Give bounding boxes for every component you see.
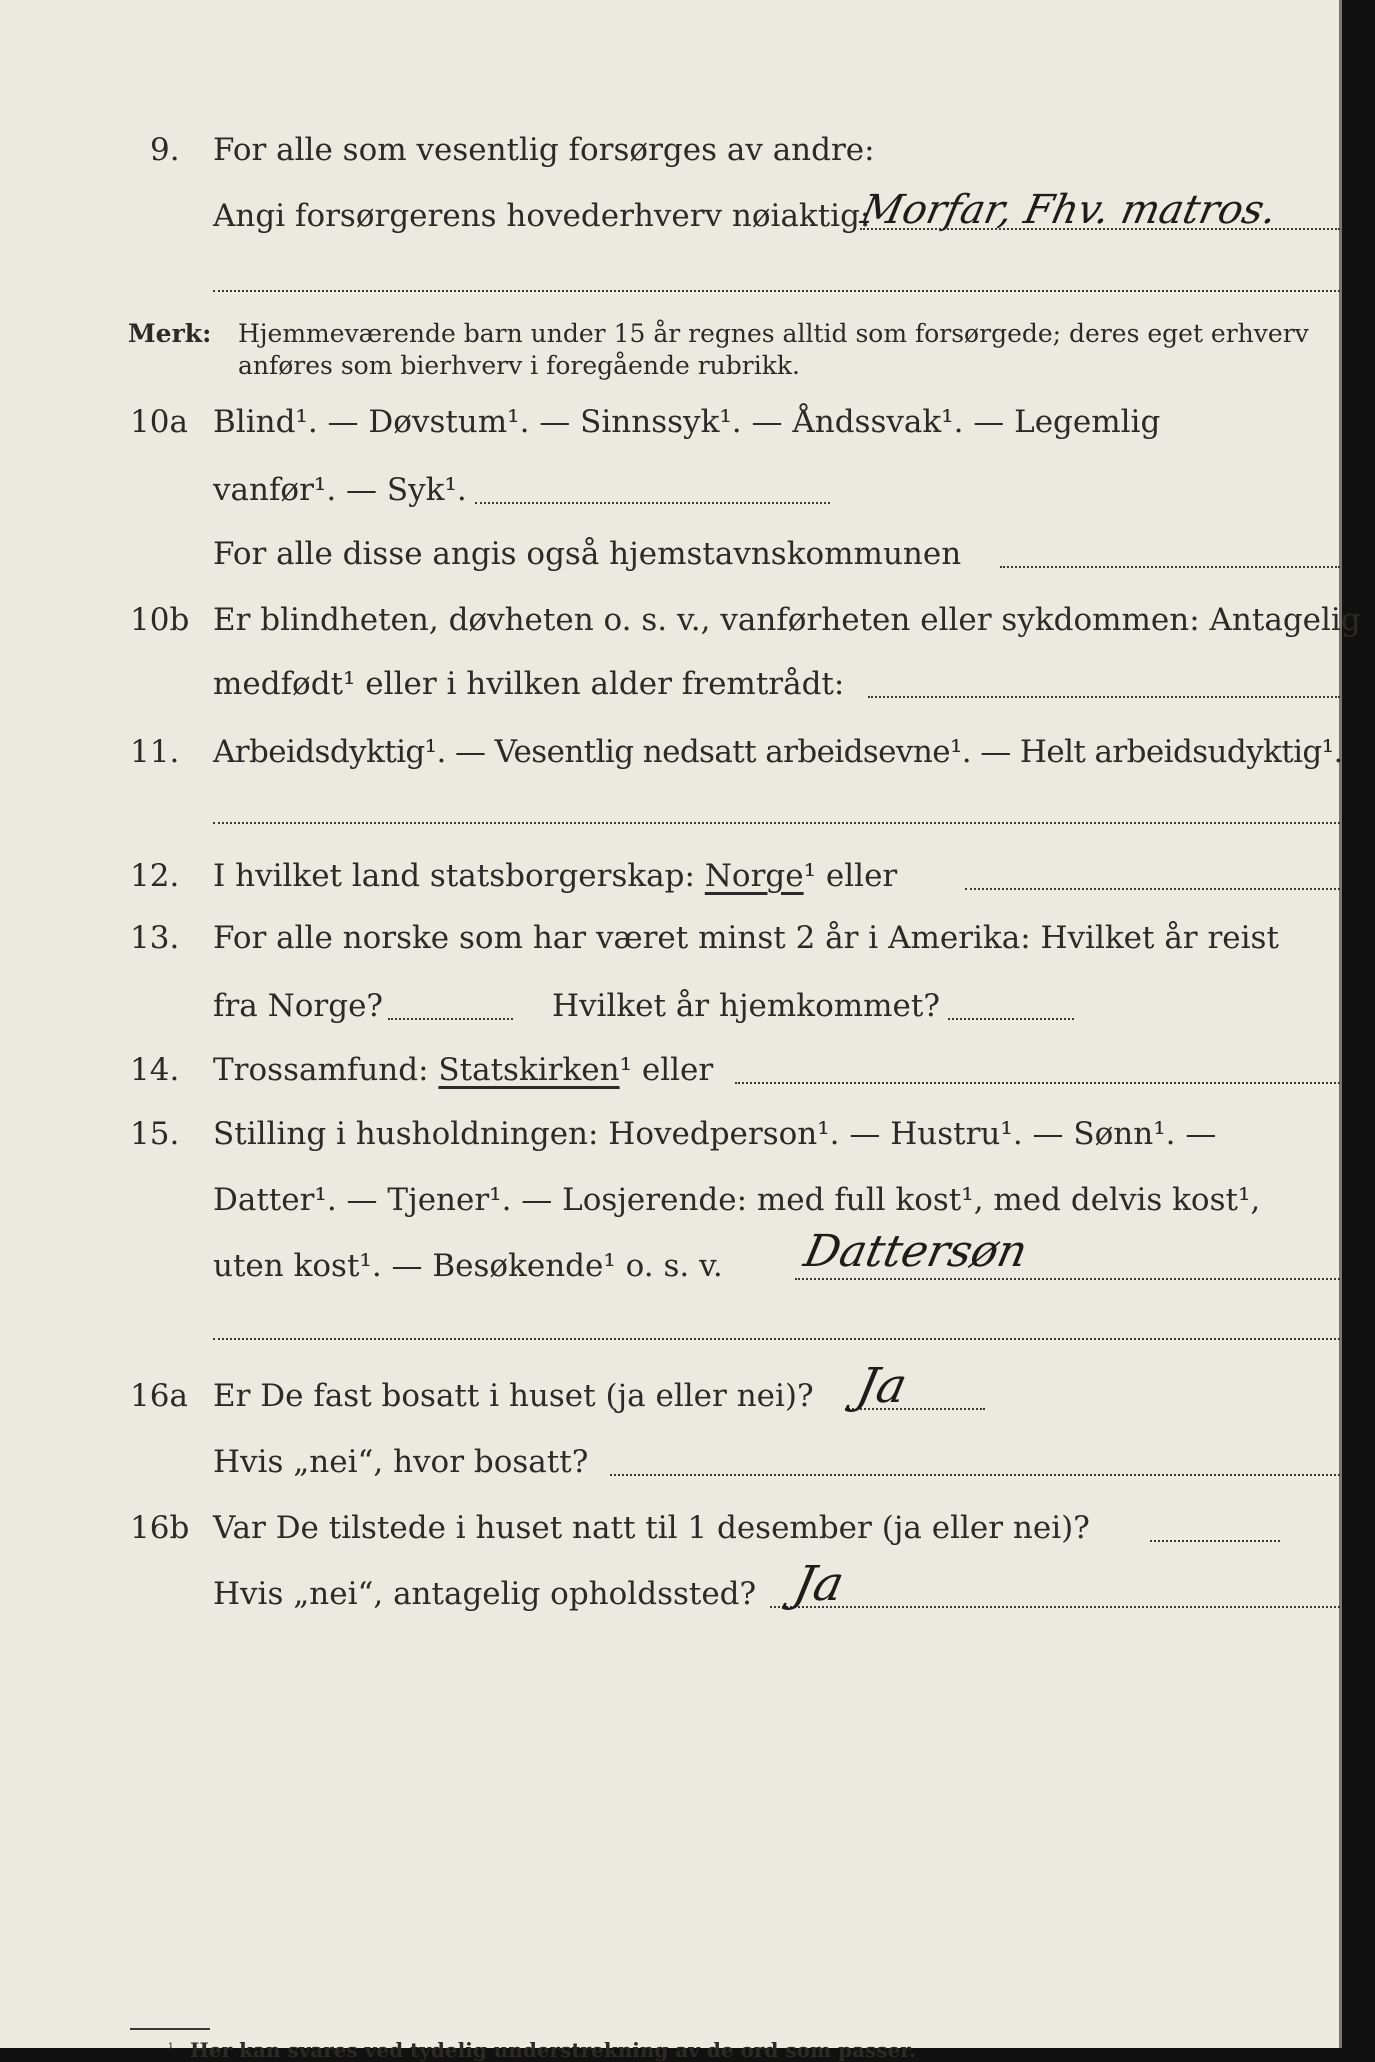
q16b-line2: Hvis „nei“, antagelig opholdssted? [213,1576,757,1612]
q9-line1: For alle som vesentlig forsørges av andre: [213,132,875,168]
q10a-line3: For alle disse angis også hjemstavnskommunen [213,536,962,572]
q16a-line2: Hvis „nei“, hvor bosatt? [213,1444,589,1480]
q10a-line1: Blind¹. — Døvstum¹. — Sinnssyk¹. — Åndssvak¹. — Legemlig [213,404,1161,440]
q10a-syk-line [475,502,830,504]
q16b-opholdssted-line [770,1606,1340,1608]
q12-prefix: I hvilket land statsborgerskap: [213,858,695,894]
q13-reist-line [388,1018,513,1020]
q13-line2a: fra Norge? [213,988,384,1024]
q14-number: 14. [130,1052,180,1088]
q14-underlined-choice: Statskirken [438,1052,620,1088]
q14-suffix: ¹ eller [619,1052,714,1088]
q10b-number: 10b [130,602,190,638]
q9-line2: Angi forsørgerens hovederhverv nøiaktig: [213,198,871,234]
footnote-text: Her kan svares ved tydelig understrekning av de ord som passer. [190,2038,916,2062]
q12-suffix: ¹ eller [803,858,898,894]
q16a-bosatt-line [610,1474,1340,1476]
q15-line2: Datter¹. — Tjener¹. — Losjerende: med full kost¹, med delvis kost¹, [213,1182,1261,1218]
q10b-line2: medfødt¹ eller i hvilken alder fremtrådt: [213,666,845,702]
q16b-number: 16b [130,1510,190,1546]
q10a-line2: vanfør¹. — Syk¹. [213,472,467,508]
q10a-number: 10a [130,404,188,440]
q15-answer-line [795,1278,1340,1280]
footnote-mark: ¹ [168,2041,174,2057]
q11-line1: Arbeidsdyktig¹. — Vesentlig nedsatt arbeidsevne¹. — Helt arbeidsudyktig¹. [213,734,1343,770]
q12-answer-line [965,888,1340,890]
merk-label: Merk: [128,319,212,348]
q16b-answer-line [1150,1540,1280,1542]
q10b-answer-line [868,696,1340,698]
q15-line1: Stilling i husholdningen: Hovedperson¹. — Hustru¹. — Sønn¹. — [213,1116,1217,1152]
q13-line1: For alle norske som har været minst 2 år i Amerika: Hvilket år reist [213,920,1279,956]
q9-handwritten-answer: Morfar, Fhv. matros. [857,187,1281,233]
merk-line1: Hjemmeværende barn under 15 år regnes alltid som forsørgede; deres eget erhverv [238,319,1309,348]
merk-line2: anføres som bierhverv i foregående rubrikk. [238,351,800,380]
q12-line [213,856,897,896]
q16a-handwritten-answer: Ja [852,1358,912,1414]
q12-underlined-choice: Norge [704,858,804,894]
q15-extra-line [213,1338,1340,1340]
q11-answer-line [213,822,1340,824]
q13-line2b: Hvilket år hjemkommet? [552,988,940,1024]
q16b-handwritten-answer: Ja [789,1556,849,1612]
q14-line [213,1050,713,1090]
q10b-line1: Er blindheten, døvheten o. s. v., vanførheten eller sykdommen: Antagelig [213,602,1361,638]
q9-extra-line [213,290,1340,292]
q16a-number: 16a [130,1378,188,1414]
q10a-kommune-line [1000,566,1340,568]
q13-number: 13. [130,920,180,956]
q12-number: 12. [130,858,180,894]
q13-hjemkommet-line [948,1018,1074,1020]
q15-number: 15. [130,1116,180,1152]
q14-prefix: Trossamfund: [213,1052,429,1088]
q15-line3: uten kost¹. — Besøkende¹ o. s. v. [213,1248,723,1284]
q11-number: 11. [130,734,180,770]
q15-handwritten-answer: Dattersøn [799,1226,1032,1277]
q9-number: 9. [150,132,180,168]
footnote-rule [130,2028,210,2030]
q16a-line1: Er De fast bosatt i huset (ja eller nei)? [213,1378,814,1414]
q16b-line1: Var De tilstede i huset natt til 1 desember (ja eller nei)? [213,1510,1090,1546]
q14-answer-line [735,1082,1340,1084]
